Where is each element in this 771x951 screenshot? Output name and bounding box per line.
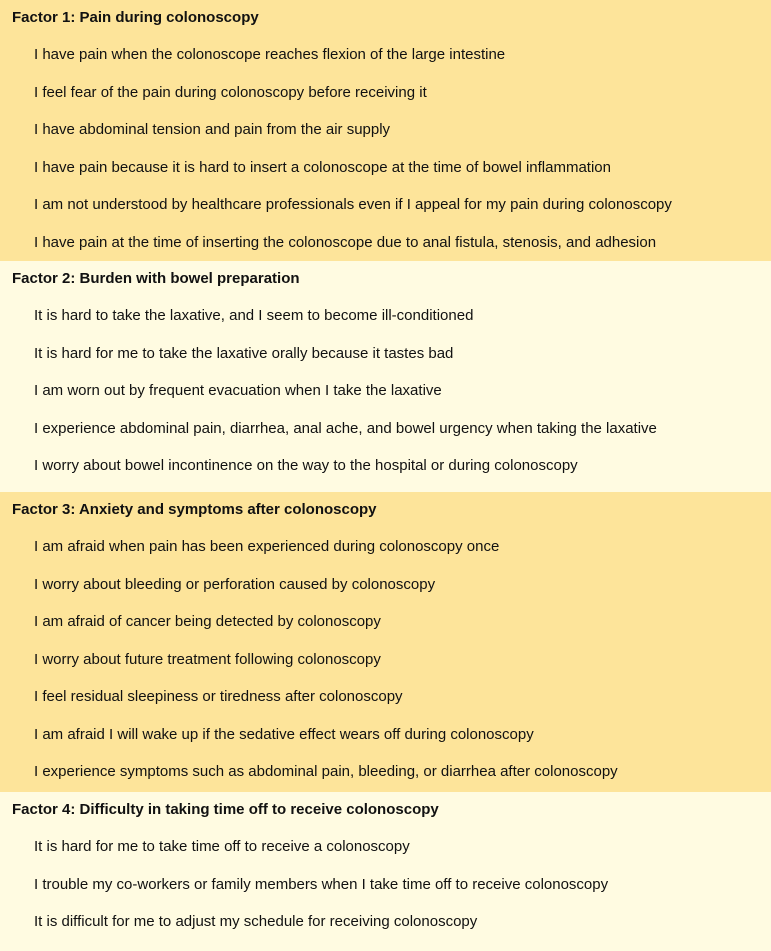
factor-item: It is hard to take the laxative, and I seem to become ill-conditioned [34,307,474,324]
factor-section-3 [0,492,771,792]
factor-title: Factor 3: Anxiety and symptoms after colonoscopy [12,501,377,518]
factor-item: It is hard for me to take time off to receive a colonoscopy [34,838,410,855]
factor-item: I am worn out by frequent evacuation when I take the laxative [34,382,442,399]
factor-item: I am afraid I will wake up if the sedative effect wears off during colonoscopy [34,725,534,743]
factor-title: Factor 2: Burden with bowel preparation [12,270,300,287]
factor-item: I have pain because it is hard to insert a colonoscope at the time of bowel inflammation [34,158,611,176]
factor-item: I am afraid of cancer being detected by colonoscopy [34,613,381,630]
factor-section-2 [0,261,771,492]
factor-item: I worry about bowel incontinence on the way to the hospital or during colonoscopy [34,457,578,474]
factor-item: I am not understood by healthcare professionals even if I appeal for my pain during colonoscopy [34,196,672,213]
factor-item: I have pain at the time of inserting the colonoscope due to anal fistula, stenosis, and adhesion [34,233,657,251]
factor-section-1 [0,0,771,261]
factor-item: I have pain when the colonoscope reaches flexion of the large intestine [34,46,506,63]
factor-item: I feel residual sleepiness or tiredness after colonoscopy [34,688,403,705]
factor-item: It is hard for me to take the laxative orally because it tastes bad [34,344,454,362]
factor-item: I trouble my co-workers or family members when I take time off to receive colonoscopy [34,875,609,893]
factor-item: I worry about future treatment following colonoscopy [34,650,381,668]
factor-item: I experience abdominal pain, diarrhea, anal ache, and bowel urgency when taking the laxative [34,419,657,437]
factor-title: Factor 1: Pain during colonoscopy [12,9,259,26]
factor-title: Factor 4: Difficulty in taking time off to receive colonoscopy [12,801,439,818]
factor-item: I experience symptoms such as abdominal pain, bleeding, or diarrhea after colonoscopy [34,763,618,780]
factor-item: I feel fear of the pain during colonoscopy before receiving it [34,83,427,101]
factor-item: I worry about bleeding or perforation caused by colonoscopy [34,575,436,593]
factor-item: I am afraid when pain has been experienced during colonoscopy once [34,538,500,555]
factor-section-4 [0,792,771,951]
factor-item: It is difficult for me to adjust my schedule for receiving colonoscopy [34,913,478,930]
factor-item: I have abdominal tension and pain from the air supply [34,121,391,138]
